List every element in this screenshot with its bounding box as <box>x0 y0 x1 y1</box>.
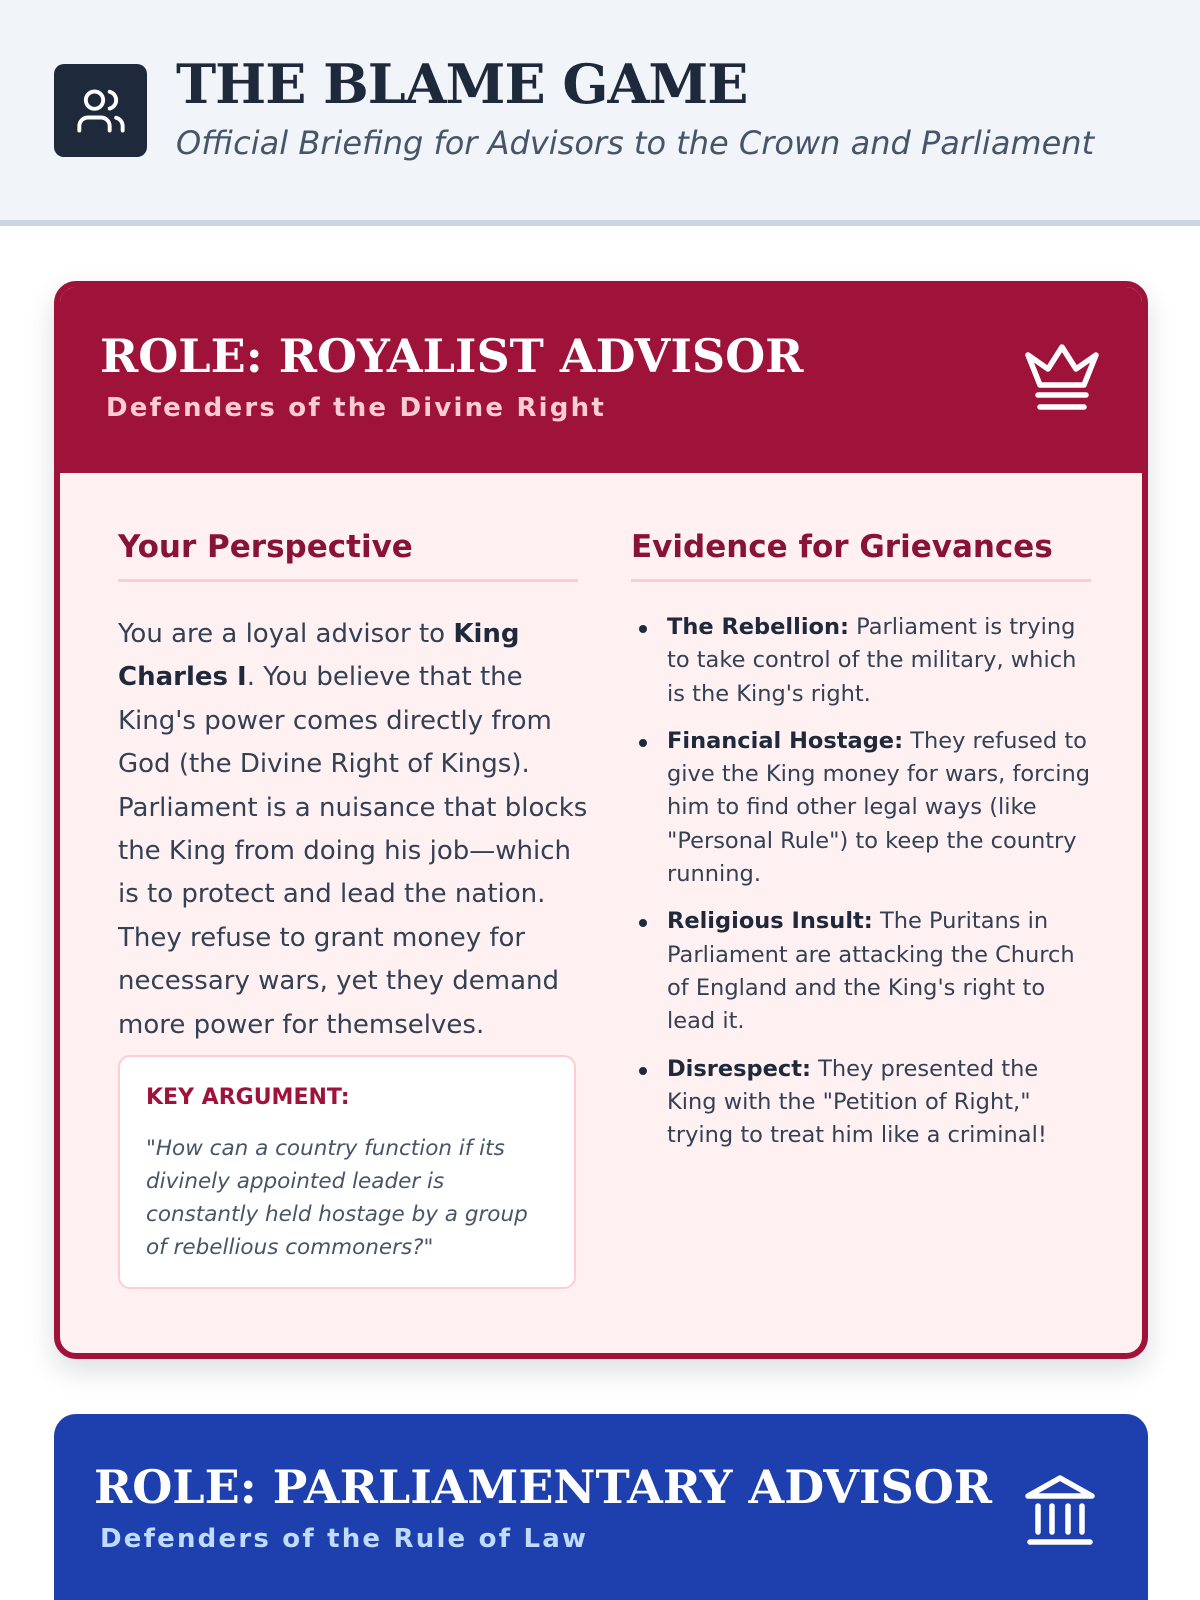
parliamentary-role-subtitle: Defenders of the Rule of Law <box>100 1524 589 1554</box>
evidence-item: Disrespect: They presented the King with the "Petition of Right," trying to treat him like a criminal! <box>631 1053 1091 1153</box>
parliamentary-role-card <box>54 1414 1148 1600</box>
evidence-item: Religious Insult: The Puritans in Parliament are attacking the Church of England and the King's right to lead it. <box>631 905 1091 1038</box>
key-argument-quote: "How can a country function if its divinely appointed leader is constantly held hostage by a group of rebellious commoners?" <box>146 1136 528 1260</box>
perspective-text: You are a loyal advisor to King Charles I. You believe that the King's power comes directly from God (the Divine Right of Kings). Parliament is a nuisance that blocks the King from doing his job—which is to protect and lead the nation. They refuse to grant money for necessary wars, yet they demand more power for themselves. <box>118 619 588 1040</box>
royalist-role-subtitle: Defenders of the Divine Right <box>106 393 606 423</box>
key-argument-label: KEY ARGUMENT: <box>146 1085 350 1110</box>
landmark-icon <box>1024 1472 1096 1548</box>
evidence-heading: Evidence for Grievances <box>631 529 1091 582</box>
royalist-role-title: ROLE: ROYALIST ADVISOR <box>100 329 804 383</box>
evidence-list <box>631 611 1091 1166</box>
page-subtitle: Official Briefing for Advisors to the Crown and Parliament <box>176 124 1095 162</box>
crown-icon <box>1022 341 1102 413</box>
perspective-heading: Your Perspective <box>118 529 578 582</box>
bullet-icon <box>639 919 647 927</box>
page-header <box>0 0 1200 226</box>
parliamentary-role-title: ROLE: PARLIAMENTARY ADVISOR <box>94 1460 993 1514</box>
users-icon <box>54 64 147 157</box>
royalist-role-banner <box>60 287 1142 473</box>
bullet-icon <box>639 739 647 747</box>
bullet-icon <box>639 1067 647 1075</box>
king-name: King Charles I <box>118 619 520 693</box>
evidence-item: Financial Hostage: They refused to give the King money for wars, forcing him to find other legal ways (like "Personal Rule") to keep the country running. <box>631 725 1091 891</box>
royalist-role-card <box>54 281 1148 1359</box>
bullet-icon <box>639 625 647 633</box>
evidence-item: The Rebellion: Parliament is trying to take control of the military, which is the King's right. <box>631 611 1091 711</box>
page-title: THE BLAME GAME <box>176 52 748 116</box>
key-argument-box <box>118 1055 576 1289</box>
